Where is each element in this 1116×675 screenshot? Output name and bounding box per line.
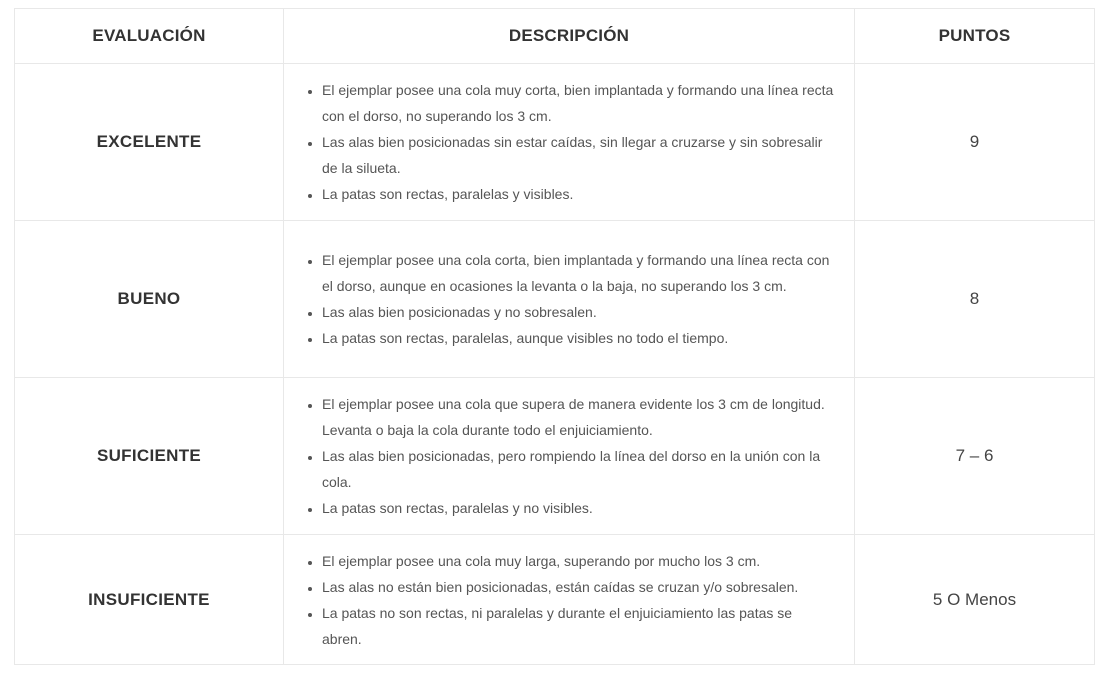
evaluation-table — [14, 8, 1095, 665]
description-list — [284, 391, 854, 521]
evaluation-cell: SUFICIENTE — [15, 378, 284, 535]
evaluation-cell: EXCELENTE — [15, 64, 284, 221]
table-row — [15, 64, 1095, 221]
table-row — [15, 535, 1095, 665]
description-item: • El ejemplar posee una cola corta, bien implantada y formando una línea recta con el dorso, aunque en ocasiones la levanta o la baja, no superando los 3 cm. — [322, 247, 834, 299]
header-description: DESCRIPCIÓN — [284, 9, 855, 64]
table-row — [15, 221, 1095, 378]
points-cell: 8 — [855, 221, 1095, 378]
description-item: • La patas son rectas, paralelas, aunque visibles no todo el tiempo. — [322, 325, 834, 351]
description-item: • Las alas bien posicionadas sin estar caídas, sin llegar a cruzarse y sin sobresalir de la silueta. — [322, 129, 834, 181]
table-header — [15, 9, 1095, 64]
description-item: • La patas son rectas, paralelas y no visibles. — [322, 495, 834, 521]
description-item: • El ejemplar posee una cola muy corta, bien implantada y formando una línea recta con el dorso, no superando los 3 cm. — [322, 77, 834, 129]
description-item: • El ejemplar posee una cola que supera de manera evidente los 3 cm de longitud. Levanta o baja la cola durante todo el enjuiciamiento. — [322, 391, 834, 443]
description-item: • La patas son rectas, paralelas y visibles. — [322, 181, 834, 207]
description-cell — [284, 64, 855, 221]
header-points: PUNTOS — [855, 9, 1095, 64]
table-body — [15, 64, 1095, 665]
evaluation-cell: INSUFICIENTE — [15, 535, 284, 665]
description-list — [284, 247, 854, 351]
description-cell — [284, 535, 855, 665]
description-item: • La patas no son rectas, ni paralelas y durante el enjuiciamiento las patas se abren. — [322, 600, 834, 652]
table-row — [15, 378, 1095, 535]
points-cell: 5 O Menos — [855, 535, 1095, 665]
header-row — [15, 9, 1095, 64]
description-cell — [284, 378, 855, 535]
description-item: • Las alas no están bien posicionadas, están caídas se cruzan y/o sobresalen. — [322, 574, 834, 600]
description-item: • El ejemplar posee una cola muy larga, superando por mucho los 3 cm. — [322, 548, 834, 574]
description-list — [284, 77, 854, 207]
description-item: • Las alas bien posicionadas y no sobresalen. — [322, 299, 834, 325]
points-cell: 9 — [855, 64, 1095, 221]
evaluation-cell: BUENO — [15, 221, 284, 378]
description-item: • Las alas bien posicionadas, pero rompiendo la línea del dorso en la unión con la cola. — [322, 443, 834, 495]
header-evaluation: EVALUACIÓN — [15, 9, 284, 64]
description-cell — [284, 221, 855, 378]
description-list — [284, 548, 854, 652]
points-cell: 7 – 6 — [855, 378, 1095, 535]
